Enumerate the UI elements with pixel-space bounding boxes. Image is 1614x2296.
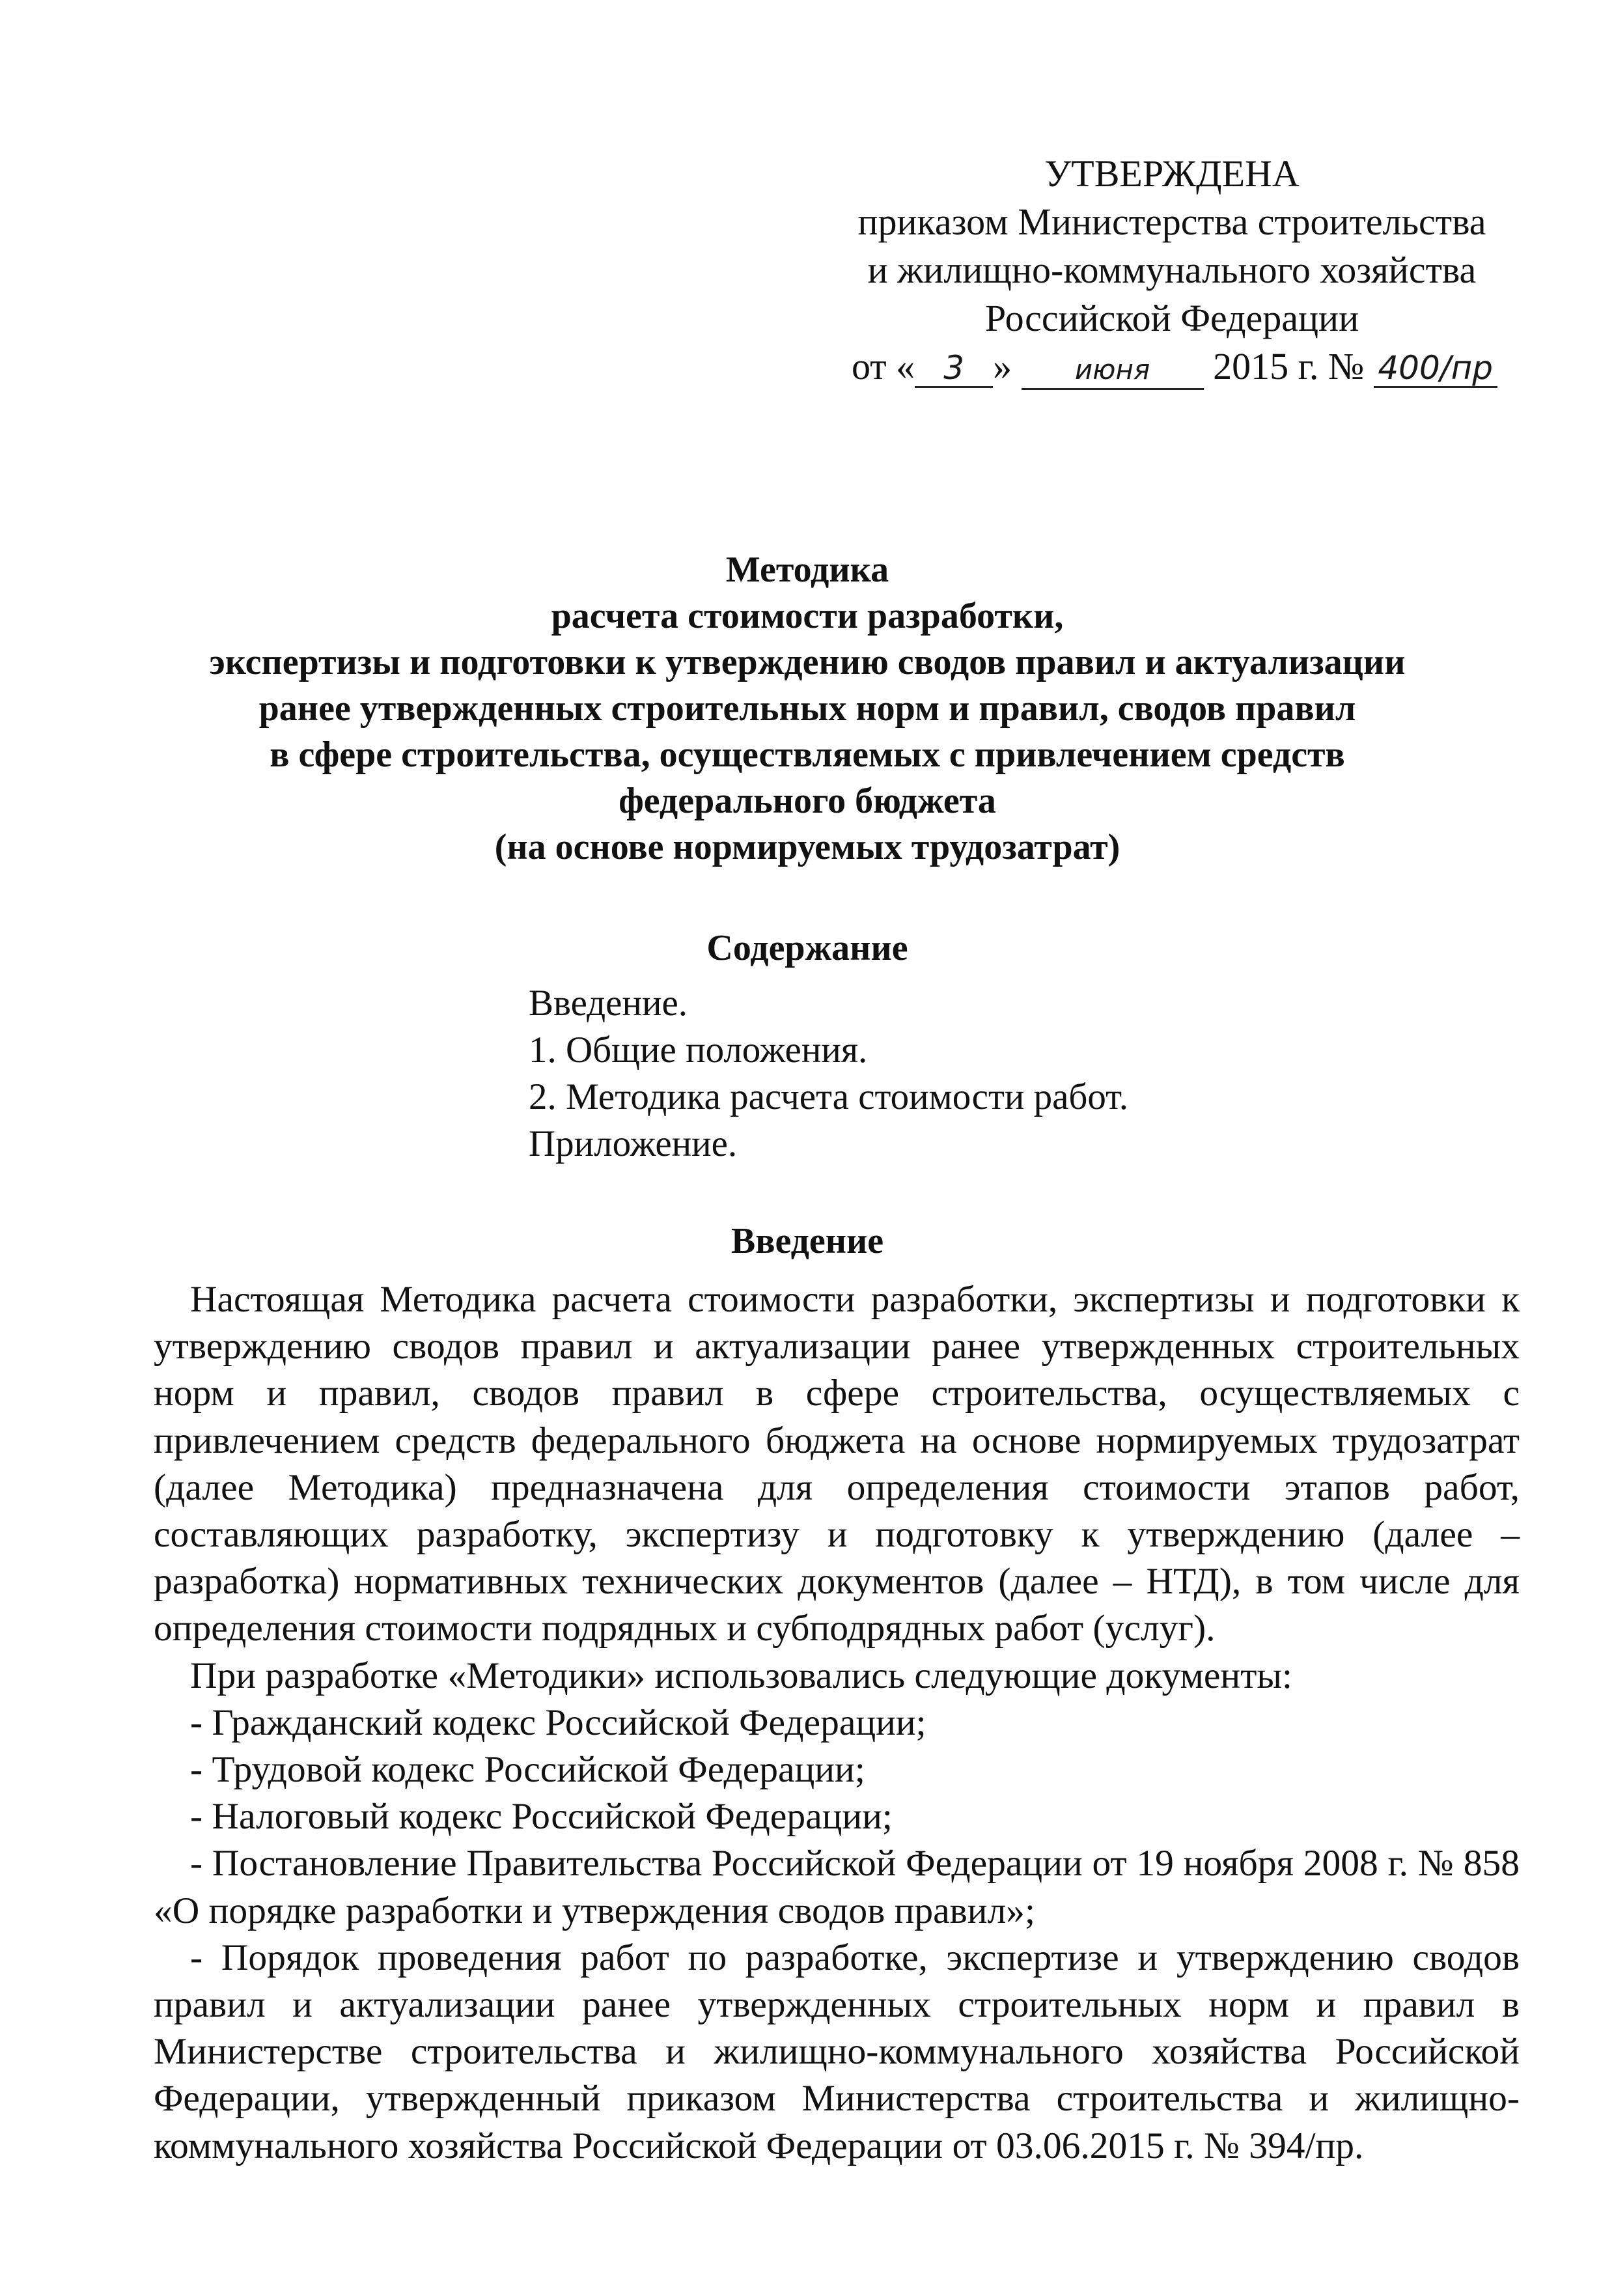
contents-list [529, 980, 1128, 1168]
approval-block [840, 150, 1504, 391]
document-list-item: - Налоговый кодекс Российской Федерации; [190, 1796, 893, 1838]
handwritten-day: 3 [915, 350, 993, 388]
contents-item-general: 1. Общие положения. [529, 1029, 868, 1071]
title-line-2: расчета стоимости разработки, [551, 596, 1064, 636]
document-list-item: - Постановление Правительства Российской Федерации от 19 ноября 2008 г. № 858 «О порядке разработки и утверждения сводов правил»; [154, 1843, 1520, 1931]
handwritten-month: июня [1022, 352, 1204, 390]
contents-item-method: 2. Методика расчета стоимости работ. [529, 1076, 1129, 1117]
approval-line-2: и жилищно-коммунального хозяйства [867, 249, 1477, 291]
title-line-1: Методика [725, 550, 889, 590]
document-list-item: - Порядок проведения работ по разработке, экспертизе и утверждению сводов правил и актуализации ранее утвержденных строительных норм и правил в Министерстве строительства и жилищно-коммунального хозяйства Российской Федерации, утвержденный приказом Министерства строительства и жилищно-коммунального хозяйства Российской Федерации от 03.06.2015 г. № 394/пр. [154, 1937, 1520, 2166]
introduction-body [154, 1276, 1520, 2170]
document-list-item: - Гражданский кодекс Российской Федерации; [190, 1701, 926, 1743]
contents-item-appendix: Приложение. [529, 1123, 738, 1164]
introduction-paragraph-2: При разработке «Методики» использовались следующие документы: [190, 1655, 1292, 1696]
approval-title: УТВЕРЖДЕНА [1044, 152, 1300, 195]
title-line-4: ранее утвержденных строительных норм и правил, сводов правил [258, 688, 1356, 729]
date-prefix: от « [852, 345, 915, 387]
date-mid: » [993, 345, 1012, 387]
introduction-paragraph-1: Настоящая Методика расчета стоимости разработки, экспертизы и подготовки к утверждению сводов правил и актуализации ранее утвержденных строительных норм и правил, сводов правил в сфере строительства, осуществляемых с привлечением средств федерального бюджета на основе нормируемых трудозатрат (далее Методика) предназначена для определения стоимости этапов работ, составляющих разработку, экспертизу и подготовку к утверждению (далее – разработка) нормативных технических документов (далее – НТД), в том числе для определения стоимости подрядных и субподрядных работ (услуг). [154, 1279, 1520, 1649]
year-text: 2015 г. № [1213, 345, 1365, 387]
contents-heading: Содержание [706, 928, 908, 968]
title-line-5: в сфере строительства, осуществляемых с привлечением средств [270, 735, 1345, 775]
title-line-6: федерального бюджета [619, 781, 996, 821]
approval-line-3: Российской Федерации [984, 297, 1359, 339]
title-line-7: (на основе нормируемых трудозатрат) [494, 827, 1120, 867]
approval-date-line [840, 343, 1504, 391]
approval-line-1: приказом Министерства строительства [857, 201, 1486, 243]
handwritten-order-number: 400/пр [1374, 350, 1497, 388]
contents-item-introduction: Введение. [529, 983, 688, 1024]
document-title [130, 547, 1484, 871]
document-list-item: - Трудовой кодекс Российской Федерации; [190, 1749, 865, 1791]
introduction-heading: Введение [730, 1221, 884, 1261]
title-line-3: экспертизы и подготовки к утверждению сводов правил и актуализации [209, 642, 1406, 682]
